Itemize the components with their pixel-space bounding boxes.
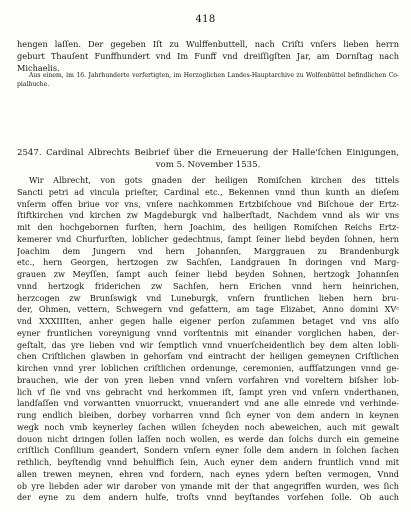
text-line: mit den hochgebornen furſten, hern Joachim, des heiligen Romiſchen Reichs Ertz- <box>17 222 399 232</box>
heading-line: 2547. Cardinal Albrechts Beibrief über die Erneuerung der Halle'ſchen Einigungen, <box>17 148 399 158</box>
text-line: geſtalt, das yre lieben vnd wir ſemptlich vnnd vnuerſcheidentlich bey dem alten lobli- <box>17 339 399 350</box>
text-line: rethlich, beyſtendig vnnd behulffich ſein, Auch eyner dem andern fruntlich vnnd mit <box>17 457 399 467</box>
text-line: der eyne zu dem andern hulfe, troſts vnnd beyſtandes vorſehen ſolle. Ob auch <box>17 492 399 503</box>
note-line: Aus einem, im 16. Jahrhunderte verfertigten, im Herzoglichen Landes-Hauptarchive zu Wolfenbüttel befindlichen Co- <box>29 72 399 79</box>
text-line: kemerer vnd Churfurſten, loblicher gedechtnus, ſampt ſeiner liebd beyden ſohnen, hern <box>17 233 399 244</box>
intro-paragraph <box>17 38 399 74</box>
text-line: vnd XXXIIIten, anher gegen halle eigener perſon zuſammen betaget vnd vns alſo <box>17 316 399 326</box>
text-line: criſtlich Conſilium geandert, Sondern vnſern eyner ſolle dem andern in ſolchen ſachen <box>17 445 399 456</box>
text-line: geburt Thauſent Funffhundert vnd Im Funff vnd dreiſſigſten Jar, am Dornſtag nach <box>17 51 399 61</box>
text-line: herzcogen zw Brunſswigk vnd Luneburgk, vnſern fruntlichen lieben hern bru- <box>17 292 399 303</box>
text-line: hengen laſſen. Der gegeben Iſt zu Wulffenbuttell, nach Criſti vnſers lieben herrn <box>17 39 399 49</box>
text-line: Michaelis. <box>17 63 60 73</box>
note-line: pialbuche. <box>17 81 50 88</box>
heading-line: vom 5. November 1535. <box>155 160 261 170</box>
body-text <box>17 175 399 504</box>
text-line: Joachim dem Jungern vnd hern Johannſen, Marggrauen zu Brandenburgk <box>17 245 399 256</box>
text-line: wegk noch vmb keynerley ſachen willen ſcheyden noch abeweichen, auch mit gewalt <box>17 421 399 432</box>
text-line: grauen zw Meyſſen, ſampt auch ſeiner liebd beyden Sohnen, hertzogk Johannſen <box>17 269 399 279</box>
text-line: der, Ohmen, vettern, Schwegern vnd gefattern, am tage Elizabet, Anno domini XVᶜ <box>17 304 399 315</box>
text-line: Wir Albrecht, von gots gnaden der heiligen Romiſchen kirchen des tittels <box>29 175 399 185</box>
text-line: brauchen, wie der von yren lieben vnnd vnſern vorfahren vnd voreltern biſsher lob- <box>17 374 399 385</box>
text-line: landſaſſen vnd vorwantten vnuorruckt, vnuerandert vnd ane alle einrede vnd verhinde- <box>17 398 399 409</box>
text-line: rung endlich bleiben, dorbey vorharren vnnd ſich eyner von dem andern in keynen <box>17 410 399 420</box>
source-note <box>17 71 399 89</box>
page-number: 418 <box>195 14 216 25</box>
text-line: Sancti petri ad vincula prieſter, Cardinal etc., Bekennen vnnd thun kunth an dieſem <box>17 186 399 197</box>
text-line: vnnd hertzogk friderichen zw Sachſen, hern Erichen vnnd hern heinrichen, <box>17 280 399 291</box>
text-line: douon nicht dringen ſollen laſſen noch wollen, es werde dan ſolchs durch ein gemeine <box>17 433 399 444</box>
text-line: chen Criſtlichen glawben in gehorſam vnd eintracht der heiligen gemeynen Criſtlichen <box>17 351 399 362</box>
text-line: ob yre liebden ader wir darober von ymande mit der that angegriffen wurden, wes ſich <box>17 480 399 491</box>
text-line: ſtiftkirchen vnd kirchen zw Magdeburgk vnd halberſtadt, Nachdem vnnd als wir vns <box>17 210 399 221</box>
document-heading <box>17 147 399 171</box>
text-line: kirchen vnnd yrer loblichen criſtlichen ordenunge, ceremonien, auffſatzungen vnnd ge- <box>17 363 399 373</box>
text-line: allen trewen meynen, ehren vnd fordern, nach eynes ydern beſten vermogen, Vnnd <box>17 468 399 479</box>
text-line: lich vf ſie vnd vns gebracht vnd herkommen iſt, ſampt yren vnd vnſern vnderthanen, <box>17 386 399 397</box>
text-line: vnſerm offen briue vor vns, vnſere nachkommen Ertzbiſchoue vnd Biſchoue der Ertz- <box>17 198 399 209</box>
text-line: eyner fruntlichen voreynigung vnnd vorſtentnis mit einander vorglichen haben, der- <box>17 327 399 338</box>
text-line: etc., hern Georgen, hertzogen zw Sachſen, Landgrauen In doringen vnd Marg- <box>17 257 399 268</box>
